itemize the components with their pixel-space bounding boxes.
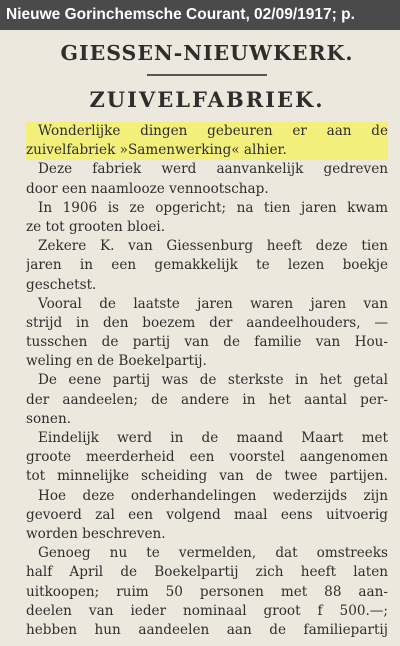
- text-line: Deze fabriek werd aanvankelijk gedreven: [38, 161, 388, 178]
- text-line: door een naamlooze vennootschap.: [26, 180, 269, 197]
- text-line: der aandeelen; de andere in het aantal per-: [26, 391, 388, 408]
- text-line: hebben hun aandeelen aan de familiepartij: [26, 621, 388, 638]
- text-line: ze tot grooten bloei.: [26, 218, 166, 235]
- text-line: uitkoopen; ruim 50 personen met 88 aan-: [26, 583, 388, 600]
- divider-rule: [147, 74, 267, 76]
- text-line: sonen.: [26, 410, 72, 427]
- article-place: GIESSEN-NIEUWKERK.: [60, 41, 354, 65]
- text-line: geschetst.: [26, 276, 97, 293]
- text-line: deelen van ieder nominaal groot f 500.—;: [26, 602, 388, 619]
- text-line: gevoerd zal een volgend maal eens uitvoerig: [26, 506, 388, 523]
- text-line: half April de Boekelpartij zich heeft laten: [26, 564, 388, 581]
- text-line: tusschen de partij van de familie van Hou-: [26, 334, 388, 351]
- text-line: jaren in een gemakkelijk te lezen boekje: [26, 257, 388, 274]
- newspaper-clipping: [0, 30, 400, 646]
- text-line: tot minnelijke scheiding van de twee partijen.: [26, 468, 388, 485]
- text-line: groote meerderheid een voorstel aangenomen: [26, 449, 388, 466]
- text-line: Hoe deze onderhandelingen wederzijds zijn: [38, 487, 388, 504]
- text-line: Vooral de laatste jaren waren jaren van: [38, 295, 388, 312]
- text-line: Genoeg nu te vermelden, dat omstreeks: [38, 545, 388, 562]
- text-line: De eene partij was de sterkste in het getal: [38, 372, 388, 389]
- text-line: Zekere K. van Giessenburg heeft deze tien: [38, 238, 388, 255]
- text-line: weling en de Boekelpartij.: [26, 353, 207, 370]
- text-line: Eindelijk werd in de maand Maart met: [38, 430, 388, 446]
- text-line: In 1906 is ze opgericht; na tien jaren kwam: [38, 199, 388, 216]
- text-line: strijd in den boezem der aandeelhouders, —: [26, 314, 388, 331]
- text-line: worden beschreven.: [26, 525, 166, 542]
- article-body: [26, 122, 388, 640]
- text-line: zuivelfabriek »Samenwerking« alhier.: [26, 141, 388, 160]
- text-line: Wonderlijke dingen gebeuren er aan de: [26, 122, 388, 141]
- source-caption: Nieuwe Gorinchemsche Courant, 02/09/1917; p.: [0, 0, 400, 30]
- article-heading: ZUIVELFABRIEK.: [89, 87, 325, 112]
